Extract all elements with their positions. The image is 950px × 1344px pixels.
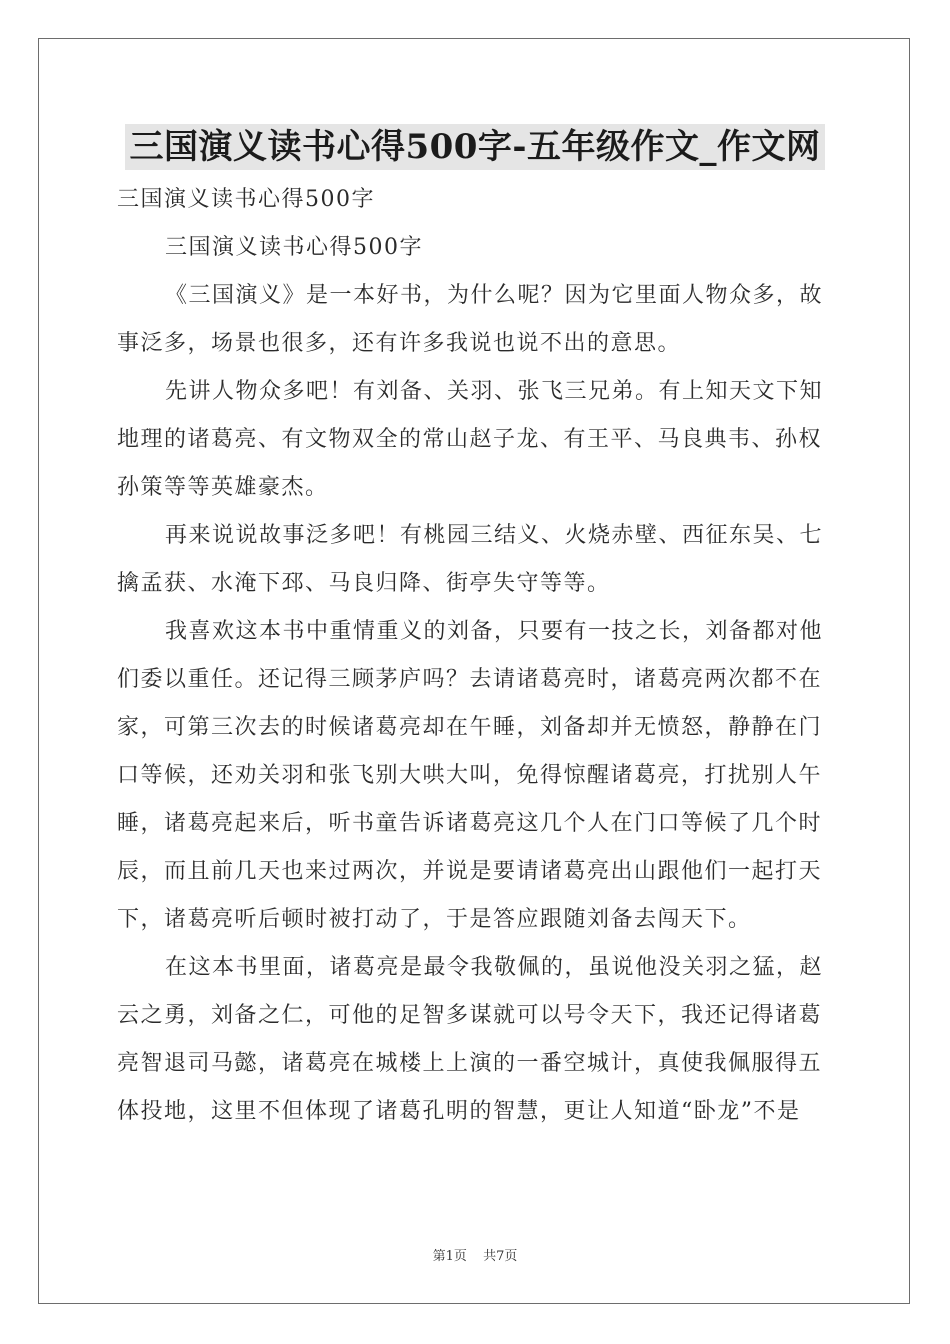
body-line: 地理的诸葛亮、有文物双全的常山赵子龙、有王平、马良典韦、孙权 [117, 427, 823, 452]
body-line: 事泛多，场景也很多，还有许多我说也说不出的意思。 [117, 331, 682, 356]
body-line: 三国演义读书心得500字 [165, 235, 423, 260]
body-line: 擒孟获、水淹下邳、马良归降、街亭失守等等。 [117, 571, 611, 596]
body-line: 我喜欢这本书中重情重义的刘备，只要有一技之长，刘备都对他 [165, 619, 824, 644]
body-line: 亮智退司马懿，诸葛亮在城楼上上演的一番空城计，真使我佩服得五 [117, 1051, 823, 1076]
body-line: 体投地，这里不但体现了诸葛孔明的智慧，更让人知道“卧龙”不是 [117, 1099, 801, 1124]
body-line: 再来说说故事泛多吧！有桃园三结义、火烧赤壁、西征东吴、七 [165, 523, 824, 548]
subtitle-line: 三国演义读书心得500字 [117, 187, 375, 212]
body-line: 辰，而且前几天也来过两次，并说是要请诸葛亮出山跟他们一起打天 [117, 859, 823, 884]
document-body [117, 176, 833, 1136]
page-total: 共7页 [483, 1249, 518, 1264]
body-line: 在这本书里面，诸葛亮是最令我敬佩的，虽说他没关羽之猛，赵 [165, 955, 824, 980]
document-title: 三国演义读书心得500字-五年级作文_作文网 [125, 124, 824, 170]
body-line: 们委以重任。还记得三顾茅庐吗？去请诸葛亮时，诸葛亮两次都不在 [117, 667, 823, 692]
body-line: 云之勇，刘备之仁，可他的足智多谋就可以号令天下，我还记得诸葛 [117, 1003, 823, 1028]
body-line: 口等候，还劝关羽和张飞别大哄大叫，免得惊醒诸葛亮，打扰别人午 [117, 763, 823, 788]
body-line: 先讲人物众多吧！有刘备、关羽、张飞三兄弟。有上知天文下知 [165, 379, 824, 404]
body-line: 家，可第三次去的时候诸葛亮却在午睡，刘备却并无愤怒，静静在门 [117, 715, 823, 740]
body-line: 孙策等等英雄豪杰。 [117, 475, 329, 500]
body-line: 《三国演义》是一本好书，为什么呢？因为它里面人物众多，故 [165, 283, 824, 308]
body-line: 下，诸葛亮听后顿时被打动了，于是答应跟随刘备去闯天下。 [117, 907, 752, 932]
title-container [0, 124, 950, 170]
body-line: 睡，诸葛亮起来后，听书童告诉诸葛亮这几个人在门口等候了几个时 [117, 811, 823, 836]
page-footer [0, 1248, 950, 1266]
page-number: 第1页 [432, 1249, 467, 1264]
